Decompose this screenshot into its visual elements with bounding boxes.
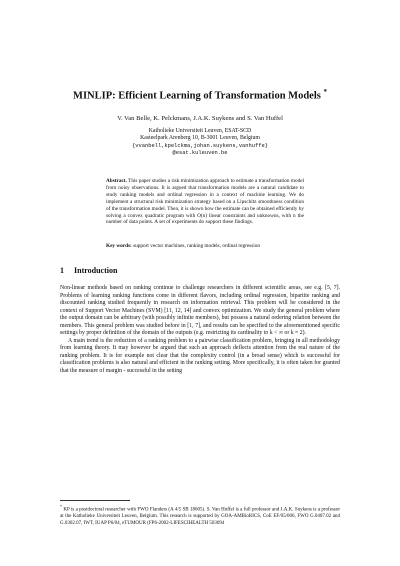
abstract-label: Abstract.	[106, 178, 127, 184]
footnote-mark: *	[60, 504, 62, 509]
keywords	[106, 243, 304, 250]
abstract-text: This paper studies a risk minimization approach to estimate a transformation model from noisy observations. It is argued that transformation models are a natural candidate to study ranking models and ordinal regression in a context of machine learning. We do implement a structural risk minimization strategy based on a Lipschitz smoothness condition of the transformation model. Then, it is shown how the estimate can be obtained efficiently by solving a convex quadratic program with O(n) linear constraints and unknowns, with n the number of data points. A set of experiments do support these findings.	[106, 178, 305, 226]
affiliation-emails: {vvanbell,kpelckma,johan.suykens,vanhuffe}	[132, 142, 268, 149]
keywords-text: support vector machines, ranking models, ordinal regression	[133, 243, 260, 249]
affiliation-address: Kasteelpark Arenberg 10, B-3001 Leuven, Belgium	[140, 135, 260, 142]
section-number: 1	[60, 266, 64, 275]
affiliation-institution: Katholieke Universiteit Leuven, ESAT-SCD	[148, 128, 252, 134]
footnote-rule	[60, 500, 130, 501]
footnote-text: KP is a postdoctoral researcher with FWO Flanders (A 4/5 SB 18605). S. Van Huffel is a full professor and J.A.K. Suykens is a professor at the Katholieke Universiteit Leuven, Belgium. This research is supported by GOA-AMBioRICS, CoE EF/05/006, FWO G.0407.02 and G.0302.07, IWT, IUAP P6/04, eTUMOUR (FP6-2002-LIFESCIHEALTH 503094	[60, 507, 340, 526]
section-heading	[60, 266, 117, 276]
title-footnote-mark: *	[323, 88, 327, 96]
affiliation-block	[40, 128, 360, 158]
author-list: V. Van Belle, K. Pelckmans, J.A.K. Suykens and S. Van Huffel	[117, 115, 283, 122]
section-title: Introduction	[74, 266, 118, 275]
body-paragraph-2: A main trend is the reduction of a ranking problem to a pairwise classification problem, bringing in all methodology from learning theory. It may however be argued that such an approach deflects attention from the real nature of the ranking problem. It is for example not clear that the complexity control (in a broad sense) which is successful for classification problems is also natural and efficient in the ranking setting. More specifically, it is often taken for granted that the measure of margin - successful in the setting	[60, 337, 340, 375]
paper-title	[40, 86, 360, 103]
body-paragraph-1: Non-linear methods based on ranking continue to challenge researchers in different scientific areas, see e.g. [5, 7]. Problems of learning ranking functions come in different flavors, including ordinal regression, bipartite ranking and discounted ranking studied frequently in research on information retrieval. This problem will be considered in the context of Support Vector Machines (SVM) [11, 12, 14] and convex optimization. We study the general problem where the output domain can be arbitrary (with possibly infinite members), but possess a natural ordering relation between the members. This general problem was studied before in [1, 7], and results can be specified to the aforementioned specific settings by proper definition of the domain of the outputs (e.g. restricting its cardinality to k < ∞ or k = 2).	[60, 285, 340, 337]
footnote	[60, 504, 340, 527]
body-text	[60, 285, 340, 376]
keywords-label: Key words:	[106, 243, 132, 249]
title-text: MINLIP: Efficient Learning of Transformation Models	[73, 90, 321, 102]
affiliation-email-domain: @esat.kuleuven.be	[172, 150, 228, 157]
abstract	[106, 178, 304, 226]
